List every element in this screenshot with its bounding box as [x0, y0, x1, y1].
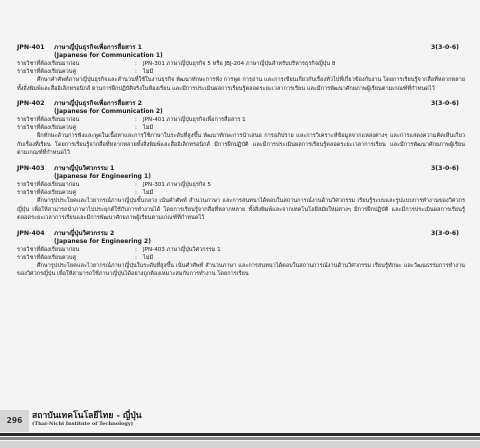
course-credit: 3(3-0-6)	[431, 44, 460, 51]
corequisite-row	[17, 189, 465, 197]
course-heading	[17, 100, 465, 108]
course-description: ฝึกทักษะด้านการฟังและพูดในเนื้อหาและการใช้ภาษาในระดับที่สูงขึ้น พัฒนาทักษะการนำเสนอ การอภิปราย และการวิเคราะห์ข้อมูลจากแหล่งต่างๆ และการแสดงความคิดเห็นเกี่ยวกับเรื่องที่เรียน โดยการเรียนรู้จากสื่อที่หลากหลายทั้งสิ่งพิมพ์และสื่ออิเล็กทรอนิกส์ มีการฝึกปฏิบัติ และมีการประเมินผลการเรียนรู้ตลอดระยะเวลาการเรียน และมีการพัฒนาศักยภาพผู้เรียนตามเกณฑ์ที่กำหนดไว้	[17, 133, 465, 157]
course-description: ศึกษาคำศัพท์ภาษาญี่ปุ่นธุรกิจและสำนวนที่ใช้ในงานธุรกิจ พัฒนาทักษะการฟัง การพูด การอ่าน และการเขียนเกี่ยวกับเรื่องทั่วไปที่เกี่ยวข้องกับงาน โดยการเรียนรู้จากสื่อที่หลากหลายทั้งสิ่งพิมพ์และสื่ออิเล็กทรอนิกส์ ผ่านการฝึกปฏิบัติจริงในห้องเรียน และมีการประเมินผลการเรียนรู้ตลอดระยะเวลาการเรียน และมีการพัฒนาศักยภาพผู้เรียนตามเกณฑ์ที่กำหนดไว้	[17, 77, 465, 92]
course-entry	[17, 230, 465, 279]
prerequisite-row	[17, 181, 465, 189]
prerequisite-value: JPN-403 ภาษาญี่ปุ่นวิศวกรรม 1	[143, 246, 221, 253]
corequisite-label: รายวิชาที่ต้องเรียนควบคู่	[17, 69, 77, 75]
course-heading	[17, 44, 465, 52]
course-code: JPN-404	[17, 229, 45, 237]
course-english-title: (Japanese for Engineering 1)	[54, 172, 151, 180]
corequisite-row	[17, 254, 465, 262]
prerequisite-value: JPN-301 ภาษาญี่ปุ่นธุรกิจ 5 หรือ JBJ-204 ภาษาญี่ปุ่นสำหรับบริหารธุรกิจญี่ปุ่น 8	[143, 61, 336, 67]
course-heading	[17, 230, 465, 238]
prerequisite-row	[17, 246, 465, 254]
corequisite-value: ไม่มี	[143, 189, 154, 196]
course-english-title: (Japanese for Communication 1)	[54, 52, 163, 59]
colon: :	[135, 61, 137, 67]
prerequisite-label: รายวิชาที่ต้องเรียนมาก่อน	[17, 117, 80, 124]
colon: :	[135, 117, 137, 124]
prerequisite-row	[17, 60, 465, 68]
colon: :	[135, 189, 137, 196]
course-list	[17, 44, 465, 286]
corequisite-row	[17, 124, 465, 132]
prerequisite-value: JPN-301 ภาษาญี่ปุ่นธุรกิจ 5	[143, 181, 211, 188]
colon: :	[135, 181, 137, 188]
prerequisite-label: รายวิชาที่ต้องเรียนมาก่อน	[17, 61, 80, 67]
corequisite-label: รายวิชาที่ต้องเรียนควบคู่	[17, 189, 77, 196]
footer-stripe-dark	[0, 433, 480, 436]
course-code: JPN-402	[17, 100, 45, 108]
corequisite-value: ไม่มี	[143, 69, 154, 75]
course-credit: 3(3-0-6)	[431, 100, 460, 108]
institute-name-english: (Thai-Nichi Institute of Technology)	[32, 421, 134, 427]
course-entry	[17, 165, 465, 223]
course-description: ศึกษารูปประโยคและไวยากรณ์ภาษาญี่ปุ่นขั้นกลาง เน้นคำศัพท์ สำนวนภาษา และการสนทนาได้ตอบในสถานการณ์งานด้านวิศวกรรม เรียนรู้ระบบและรูปแบบการทำงานของวิศวกรญี่ปุ่น เพื่อให้สามารถนำภาษาไปประยุกต์ใช้กับการทำงานได้ โดยการเรียนรู้จากสื่อที่หลากหลาย ทั้งสิ่งพิมพ์และจากเทคโนโลยีสมัยใหม่ต่างๆ มีการฝึกปฏิบัติ และมีการประเมินผลการเรียนรู้ตลอดระยะเวลาการเรียนและมีการพัฒนาศักยภาพผู้เรียนตามเกณฑ์ที่กำหนดไว้	[17, 197, 465, 222]
course-credit: 3(3-0-6)	[431, 229, 460, 237]
course-heading	[17, 165, 465, 173]
course-entry	[17, 100, 465, 158]
course-credit: 3(3-0-6)	[431, 164, 460, 172]
corequisite-label: รายวิชาที่ต้องเรียนควบคู่	[17, 125, 77, 132]
colon: :	[135, 246, 137, 253]
prerequisite-label: รายวิชาที่ต้องเรียนมาก่อน	[17, 181, 80, 188]
page-number: 296	[0, 410, 29, 432]
corequisite-value: ไม่มี	[143, 254, 154, 261]
corequisite-row	[17, 68, 465, 76]
course-code: JPN-401	[17, 44, 45, 51]
footer-stripe-light	[0, 441, 480, 448]
institute-name	[32, 411, 142, 428]
course-title: ภาษาญี่ปุ่นวิศวกรรม 1	[54, 164, 115, 172]
course-english-title: (Japanese for Communication 2)	[54, 108, 163, 116]
course-description: ศึกษารูปประโยคและไวยากรณ์ภาษาญี่ปุ่นในระดับที่สูงขึ้น เน้นคำศัพท์ สำนวนภาษา และการสนทนาได้ตอบในสถานการณ์งานด้านวิศวกรรม เรียนรู้ทักษะ และวัฒนธรรมการทำงานของวิศวกรญี่ปุ่น เพื่อให้สามารถใช้ภาษาญี่ปุ่นได้อย่างถูกต้องเหมาะสมกับการทำงาน โดยการเรียน	[17, 262, 465, 278]
course-title: ภาษาญี่ปุ่นธุรกิจเพื่อการสื่อสาร 2	[54, 100, 142, 108]
course-english-title: (Japanese for Engineering 2)	[54, 237, 151, 245]
footer-stripe-mid	[0, 437, 480, 440]
corequisite-label: รายวิชาที่ต้องเรียนควบคู่	[17, 254, 77, 261]
prerequisite-row	[17, 116, 465, 124]
course-title: ภาษาญี่ปุ่นวิศวกรรม 2	[54, 229, 115, 237]
colon: :	[135, 125, 137, 132]
institute-name-thai: สถาบันเทคโนโลยีไทย - ญี่ปุ่น	[32, 411, 142, 421]
course-code: JPN-403	[17, 164, 45, 172]
corequisite-value: ไม่มี	[143, 125, 154, 132]
page-footer	[0, 406, 480, 448]
course-entry	[17, 44, 465, 93]
colon: :	[135, 254, 137, 261]
prerequisite-value: JPN-401 ภาษาญี่ปุ่นธุรกิจเพื่อการสื่อสาร 1	[143, 117, 246, 124]
course-title: ภาษาญี่ปุ่นธุรกิจเพื่อการสื่อสาร 1	[54, 44, 142, 51]
prerequisite-label: รายวิชาที่ต้องเรียนมาก่อน	[17, 246, 80, 253]
colon: :	[135, 69, 137, 75]
